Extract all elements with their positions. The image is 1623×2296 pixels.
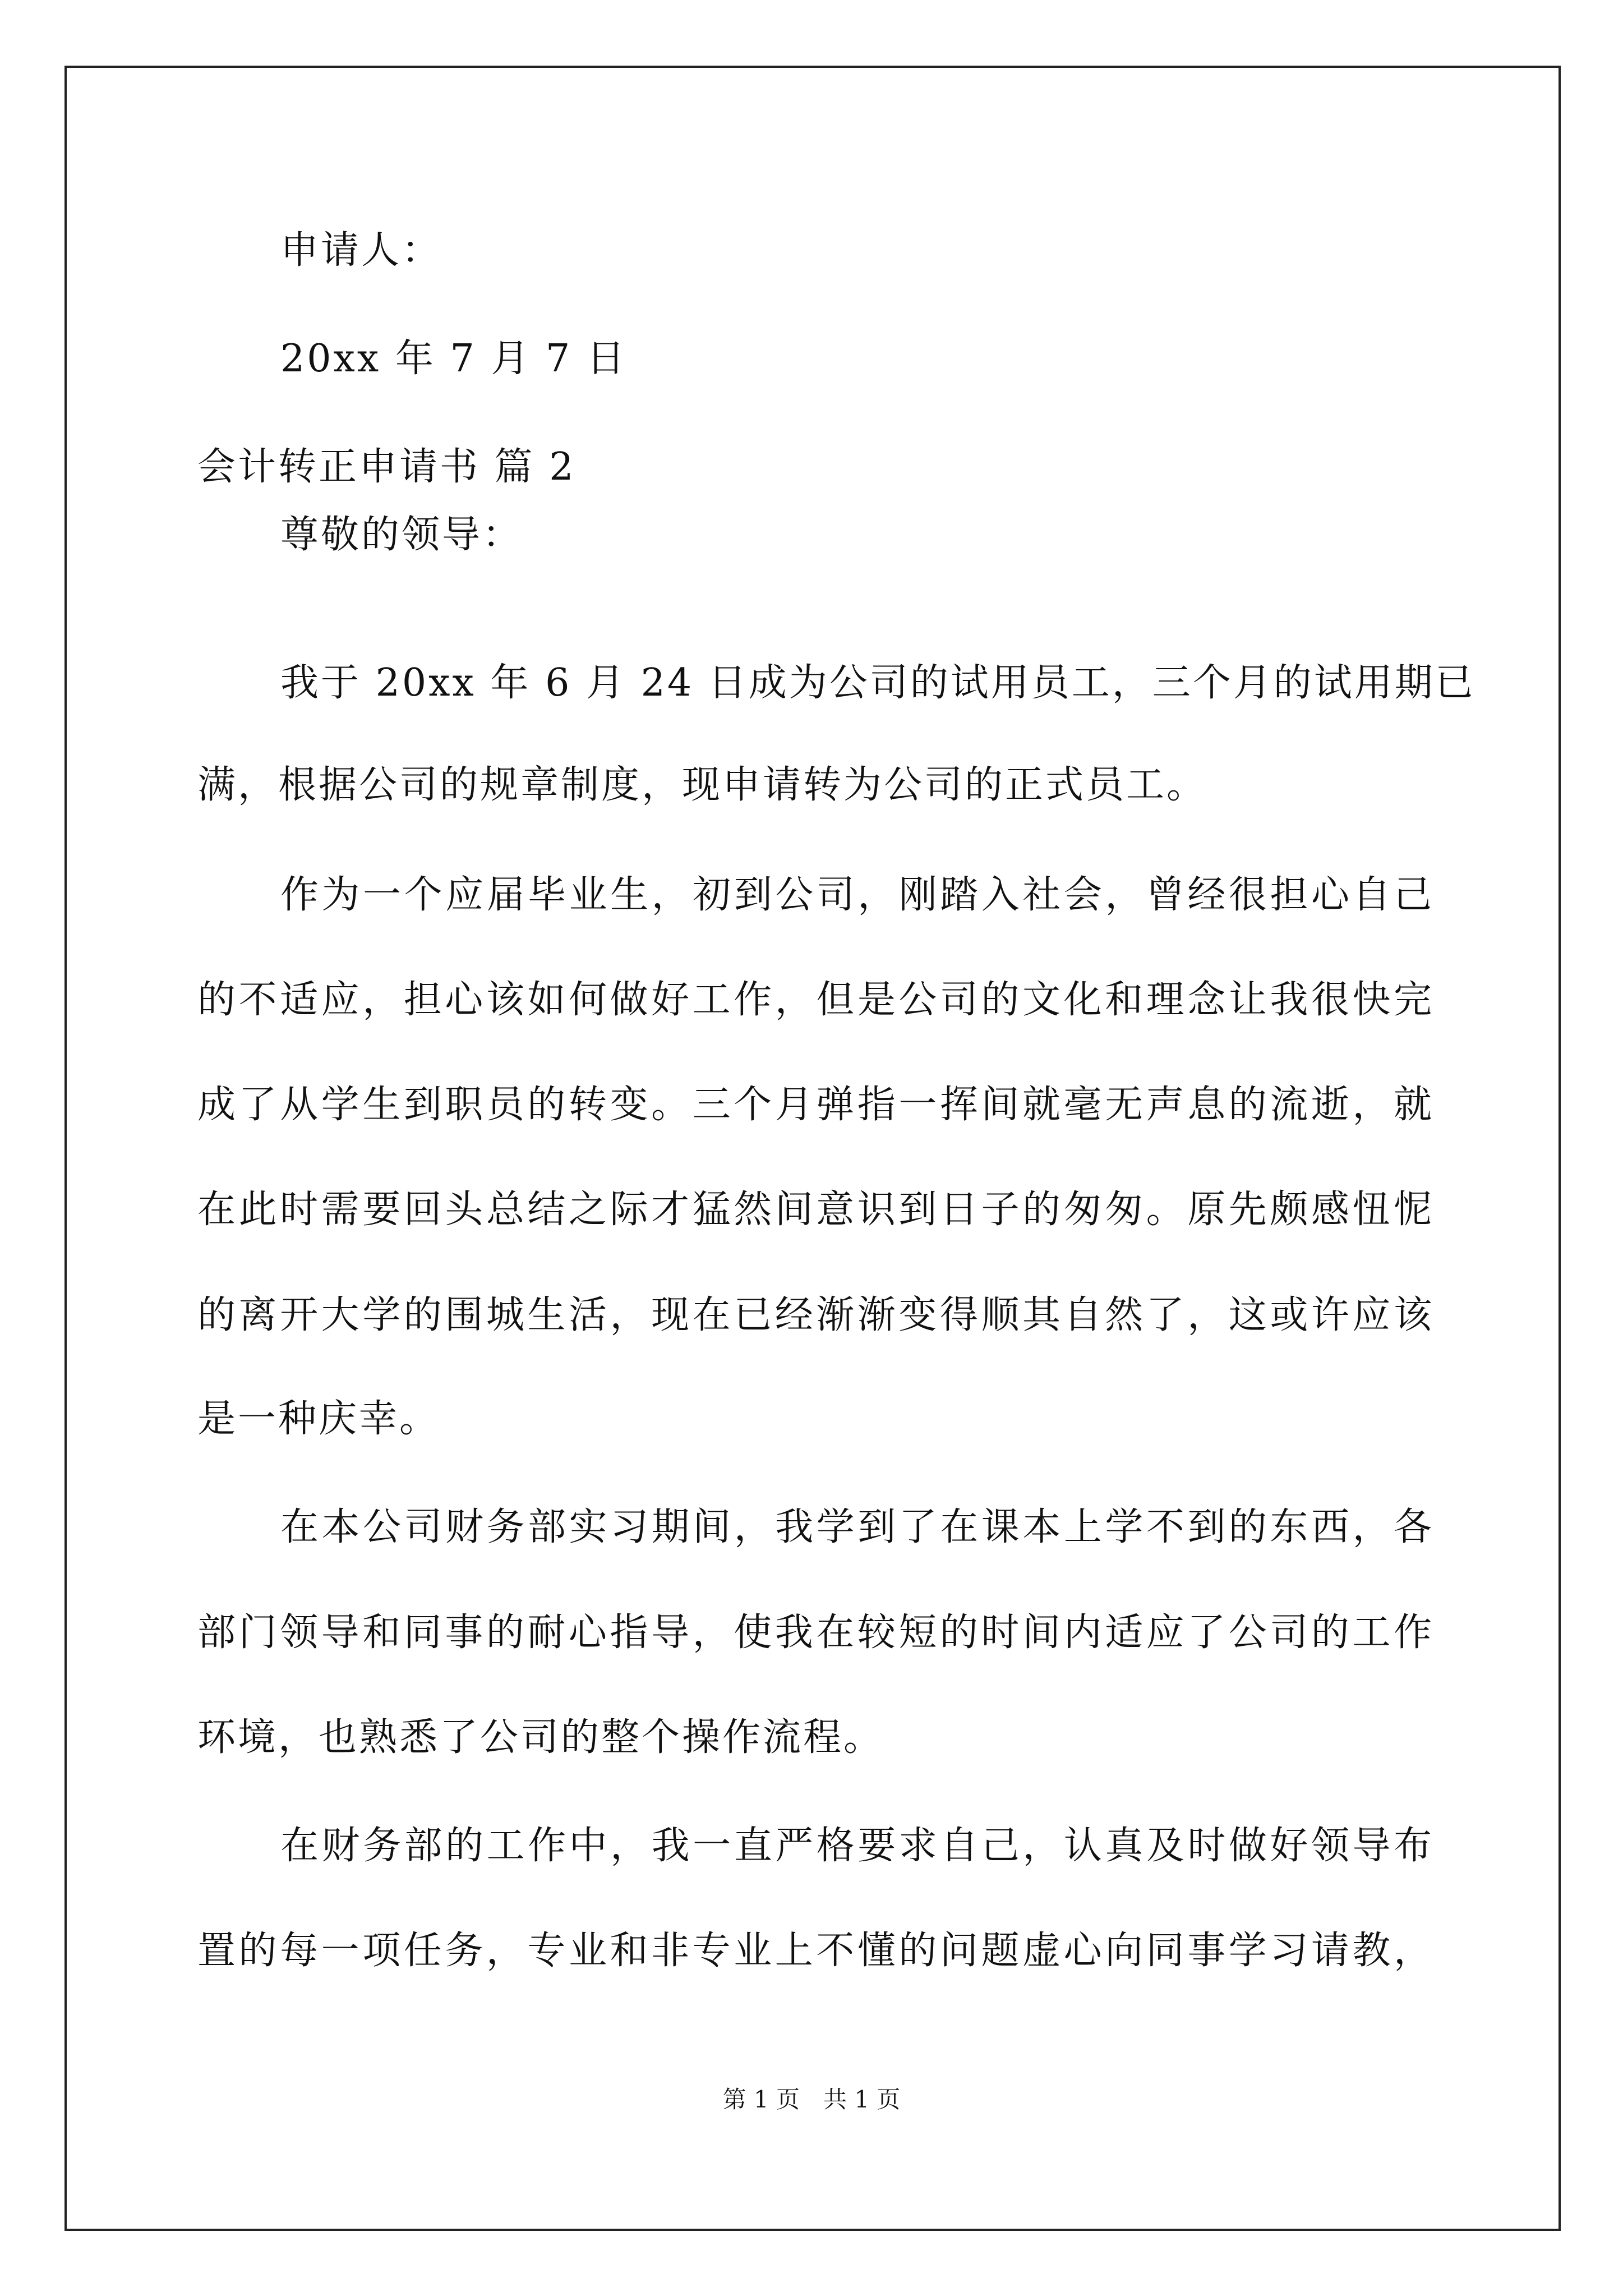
paragraph-line: 作为一个应届毕业生，初到公司，刚踏入社会，曾经很担心自己 [280, 873, 1434, 917]
paragraph-line: 满，根据公司的规章制度，现申请转为公司的正式员工。 [197, 763, 1207, 807]
page-footer: 第 1 页 共 1 页 [722, 2086, 901, 2113]
paragraph-line: 置的每一项任务，专业和非专业上不懂的问题虚心向同事学习请教， [197, 1929, 1434, 1973]
paragraph-line: 在此时需要回头总结之际才猛然间意识到日子的匆匆。原先颇感忸怩 [197, 1188, 1434, 1232]
paragraph-line: 在本公司财务部实习期间，我学到了在课本上学不到的东西，各 [280, 1505, 1434, 1549]
applicant-label: 申请人： [280, 228, 442, 273]
paragraph-line: 成了从学生到职员的转变。三个月弹指一挥间就毫无声息的流逝，就 [197, 1083, 1434, 1127]
paragraph-line: 是一种庆幸。 [197, 1397, 440, 1441]
salutation: 尊敬的领导： [280, 513, 523, 557]
paragraph-line: 部门领导和同事的耐心指导，使我在较短的时间内适应了公司的工作 [197, 1611, 1434, 1655]
document-date: 20xx 年 7 月 7 日 [280, 337, 627, 381]
page-border [64, 66, 1561, 2231]
paragraph-line: 的不适应，担心该如何做好工作，但是公司的文化和理念让我很快完 [197, 978, 1434, 1022]
paragraph-line: 我于 20xx 年 6 月 24 日成为公司的试用员工，三个月的试用期已 [280, 661, 1476, 705]
section-title: 会计转正申请书 篇 2 [197, 445, 576, 489]
paragraph-line: 环境，也熟悉了公司的整个操作流程。 [197, 1715, 884, 1760]
paragraph-line: 的离开大学的围城生活，现在已经渐渐变得顺其自然了，这或许应该 [197, 1293, 1434, 1337]
paragraph-line: 在财务部的工作中，我一直严格要求自己，认真及时做好领导布 [280, 1824, 1434, 1868]
